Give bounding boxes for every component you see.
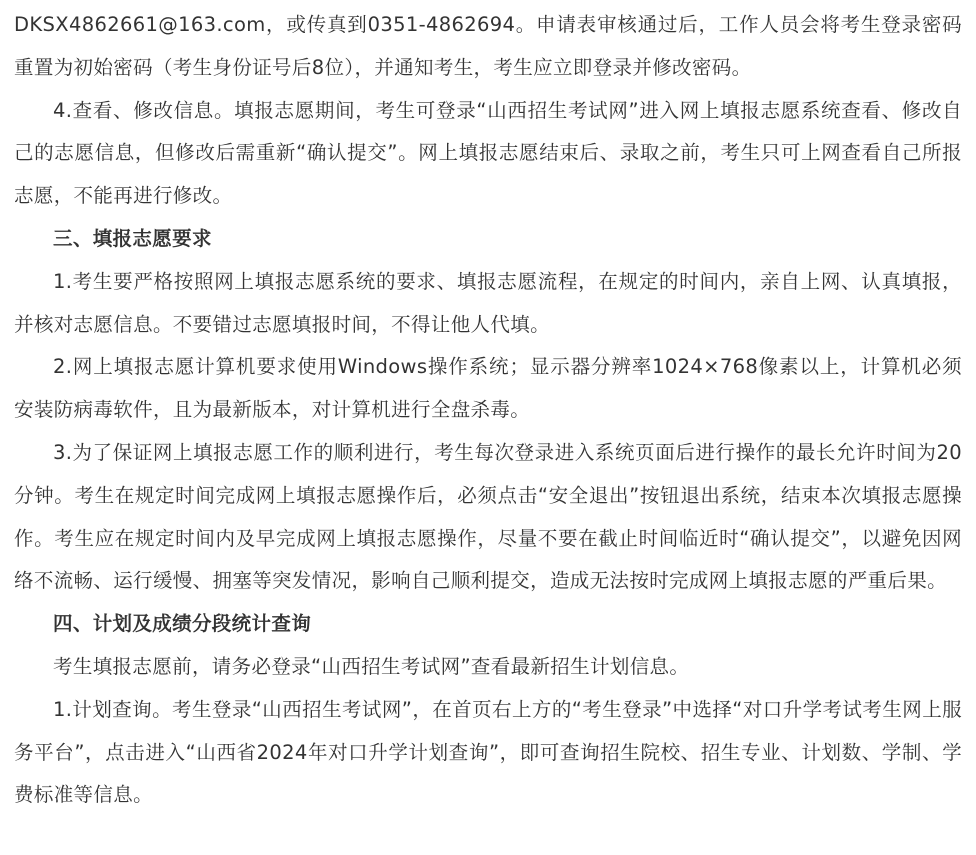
paragraph-requirement-1: 1.考生要严格按照网上填报志愿系统的要求、填报志愿流程，在规定的时间内，亲自上网、认真填报，并核对志愿信息。不要错过志愿填报时间，不得让他人代填。 [14, 269, 962, 336]
paragraph-requirement-2: 2.网上填报志愿计算机要求使用Windows操作系统；显示器分辨率1024×768像素以上，计算机必须安装防病毒软件，且为最新版本，对计算机进行全盘杀毒。 [14, 355, 962, 422]
section-heading-requirements: 三、填报志愿要求 [53, 226, 212, 250]
paragraph-contact-info: DKSX4862661@163.com，或传真到0351-4862694。申请表审核通过后，工作人员会将考生登录密码重置为初始密码（考生身份证号后8位），并通知考生，考生应立即登录并修改密码。 [14, 13, 962, 79]
article-body [14, 4, 962, 817]
paragraph-plan-query-1: 1.计划查询。考生登录“山西招生考试网”，在首页右上方的“考生登录”中选择“对口升学考试考生网上服务平台”，点击进入“山西省2024年对口升学计划查询”，即可查询招生院校、招生专业、计划数、学制、学费标准等信息。 [14, 697, 962, 807]
paragraph-plan-intro: 考生填报志愿前，请务必登录“山西招生考试网”查看最新招生计划信息。 [53, 654, 690, 678]
paragraph-requirement-3: 3.为了保证网上填报志愿工作的顺利进行，考生每次登录进入系统页面后进行操作的最长允许时间为20分钟。考生在规定时间完成网上填报志愿操作后，必须点击“安全退出”按钮退出系统，结束本次填报志愿操作。考生应在规定时间内及早完成网上填报志愿操作，尽量不要在截止时间临近时“确认提交”，以避免因网络不流畅、运行缓慢、拥塞等突发情况，影响自己顺利提交，造成无法按时完成网上填报志愿的严重后果。 [14, 440, 962, 593]
section-heading-plan-query: 四、计划及成绩分段统计查询 [53, 612, 312, 636]
paragraph-view-modify-info: 4.查看、修改信息。填报志愿期间，考生可登录“山西招生考试网”进入网上填报志愿系统查看、修改自己的志愿信息，但修改后需重新“确认提交”。网上填报志愿结束后、录取之前，考生只可上网查看自己所报志愿，不能再进行修改。 [14, 98, 962, 208]
